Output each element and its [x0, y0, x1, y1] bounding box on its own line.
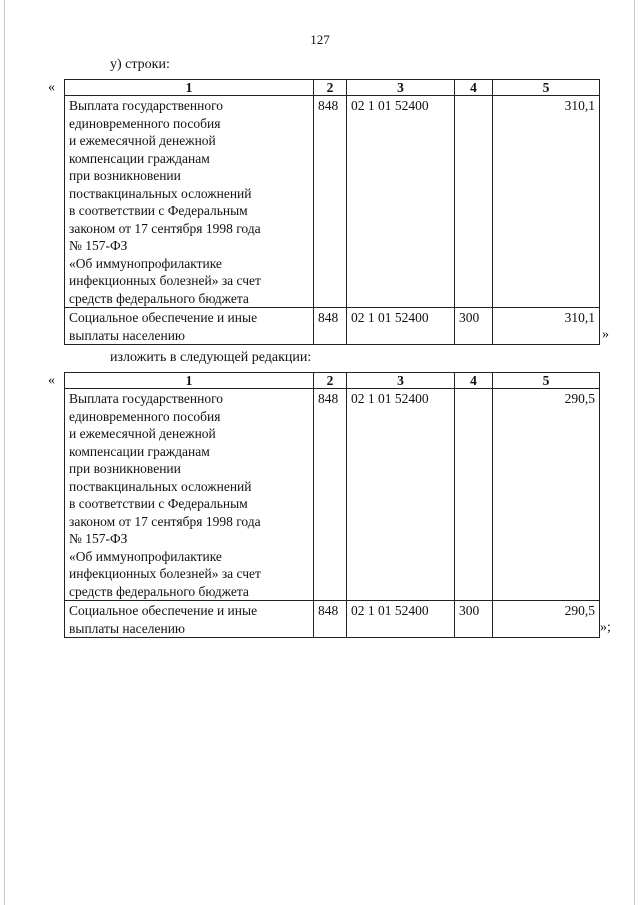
- row-amount: 310,1: [493, 96, 600, 308]
- close-quote-b: »;: [600, 620, 611, 635]
- header-col-4: 4: [455, 80, 493, 96]
- row-code: 02 1 01 52400: [347, 308, 455, 345]
- header-col-1: 1: [65, 373, 314, 389]
- table-new: [64, 372, 600, 638]
- page-number: 127: [310, 32, 330, 47]
- table-row: [65, 601, 600, 638]
- close-quote-a: »: [602, 327, 609, 342]
- open-quote-a: «: [48, 80, 55, 95]
- row-expense-type: 300: [455, 601, 493, 638]
- header-col-2: 2: [314, 80, 347, 96]
- row-name: Социальное обеспечение и иные выплаты населению: [65, 601, 314, 638]
- row-expense-type: [455, 389, 493, 601]
- header-col-3: 3: [347, 80, 455, 96]
- intro-original-rows: у) строки:: [110, 57, 170, 72]
- row-name: Выплата государственного единовременного пособия и ежемесячной денежной компенсации гражданам при возникновении поствакцинальных осложнений в соответствии с Федеральным законом от 17 сентября 1998 года № 157-ФЗ «Об иммунопрофилактике инфекционных болезней» за счет средств федерального бюджета: [65, 389, 314, 601]
- row-expense-type: 300: [455, 308, 493, 345]
- row-amount: 290,5: [493, 601, 600, 638]
- row-amount: 290,5: [493, 389, 600, 601]
- header-col-5: 5: [493, 80, 600, 96]
- header-col-1: 1: [65, 80, 314, 96]
- header-row: [65, 80, 600, 96]
- table-row: [65, 389, 600, 601]
- header-col-2: 2: [314, 373, 347, 389]
- row-code: 02 1 01 52400: [347, 96, 455, 308]
- row-code: 02 1 01 52400: [347, 389, 455, 601]
- open-quote-b: «: [48, 373, 55, 388]
- row-ministry: 848: [314, 96, 347, 308]
- table-row: [65, 308, 600, 345]
- header-col-5: 5: [493, 373, 600, 389]
- table-row: [65, 96, 600, 308]
- header-col-3: 3: [347, 373, 455, 389]
- row-name: Социальное обеспечение и иные выплаты населению: [65, 308, 314, 345]
- row-code: 02 1 01 52400: [347, 601, 455, 638]
- row-ministry: 848: [314, 389, 347, 601]
- row-ministry: 848: [314, 308, 347, 345]
- scan-edge-left: [4, 0, 5, 905]
- row-ministry: 848: [314, 601, 347, 638]
- scan-edge-right: [634, 0, 635, 905]
- header-row: [65, 373, 600, 389]
- header-col-4: 4: [455, 373, 493, 389]
- row-amount: 310,1: [493, 308, 600, 345]
- row-name: Выплата государственного единовременного пособия и ежемесячной денежной компенсации гражданам при возникновении поствакцинальных осложнений в соответствии с Федеральным законом от 17 сентября 1998 года № 157-ФЗ «Об иммунопрофилактике инфекционных болезней» за счет средств федерального бюджета: [65, 96, 314, 308]
- intro-new-rows: изложить в следующей редакции:: [110, 350, 312, 365]
- table-original: [64, 79, 600, 345]
- row-expense-type: [455, 96, 493, 308]
